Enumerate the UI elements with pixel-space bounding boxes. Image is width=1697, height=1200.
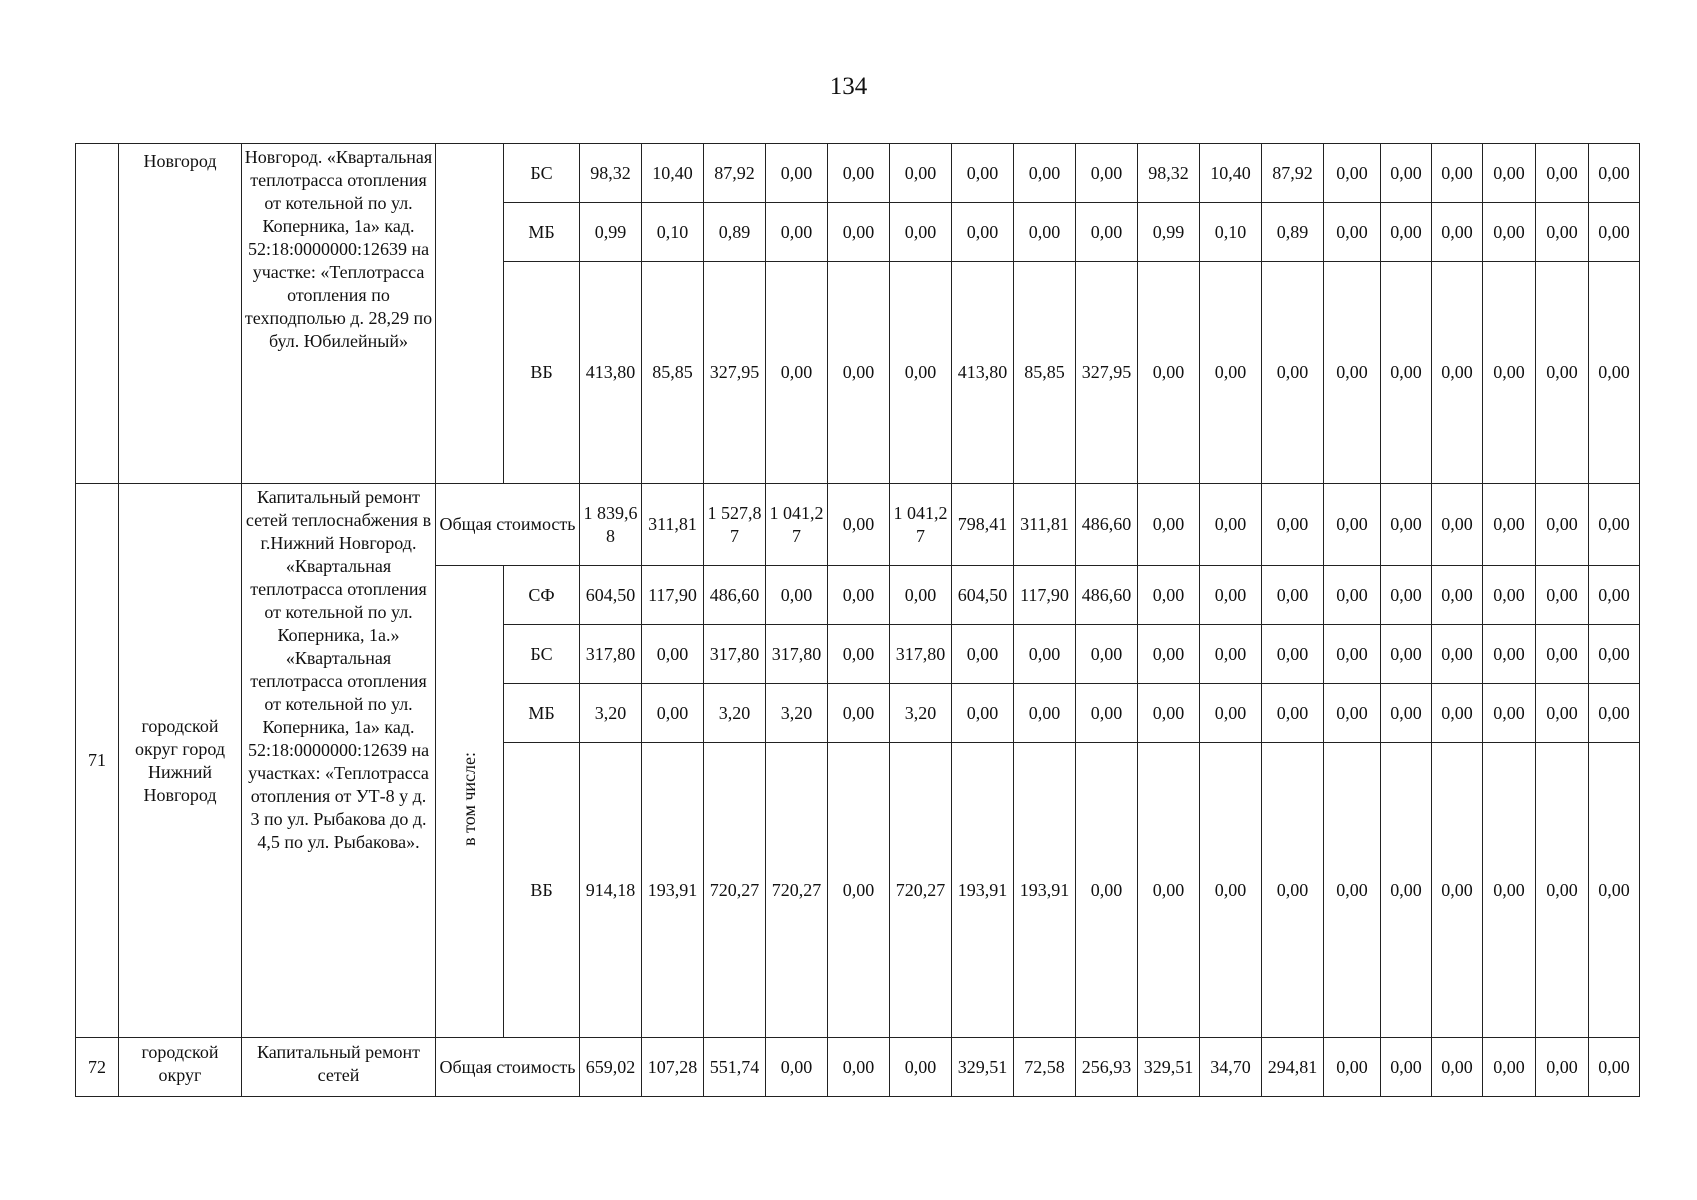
value-cell: 0,00 (1138, 566, 1200, 625)
value-cell: 0,00 (1381, 144, 1432, 203)
page-number: 134 (829, 73, 868, 100)
value-cell: 0,00 (1483, 625, 1536, 684)
value-cell: 0,00 (828, 625, 890, 684)
value-cell: 0,00 (766, 203, 828, 262)
value-cell: 0,00 (1432, 144, 1483, 203)
project-description-cell: Новгород. «Квартальная теплотрасса отопления от котельной по ул. Коперника, 1а» кад. 52:18:0000000:12639 на участке: «Теплотрасса отопления по техподполью д. 28,29 по бул. Юбилейный» (242, 144, 436, 484)
funding-source-label: ВБ (504, 262, 580, 484)
value-cell: 0,00 (1324, 625, 1381, 684)
value-cell: 0,00 (1014, 203, 1076, 262)
value-cell: 0,00 (1483, 743, 1536, 1038)
value-cell: 0,00 (1589, 684, 1640, 743)
value-cell: 0,00 (828, 684, 890, 743)
value-cell: 0,00 (766, 144, 828, 203)
value-cell: 0,00 (1138, 484, 1200, 566)
project-description-cell: Капитальный ремонт сетей (242, 1038, 436, 1097)
value-cell: 0,00 (1381, 262, 1432, 484)
value-cell: 720,27 (890, 743, 952, 1038)
value-cell: 10,40 (1200, 144, 1262, 203)
value-cell: 0,00 (766, 1038, 828, 1097)
value-cell: 0,00 (1200, 625, 1262, 684)
value-cell: 0,00 (1324, 743, 1381, 1038)
value-cell: 0,00 (1262, 566, 1324, 625)
value-cell: 0,00 (1483, 684, 1536, 743)
value-cell: 0,00 (766, 566, 828, 625)
value-cell: 0,00 (1014, 684, 1076, 743)
value-cell: 0,00 (1432, 262, 1483, 484)
funding-source-label: МБ (504, 684, 580, 743)
project-description-cell: Капитальный ремонт сетей теплоснабжения в г.Нижний Новгород. «Квартальная теплотрасса отопления от котельной по ул. Коперника, 1а.» «Квартальная теплотрасса отопления от котельной по ул. Коперника, 1а» кад. 52:18:0000000:12639 на участках: «Теплотрасса отопления от УТ-8 у д. 3 по ул. Рыбакова до д. 4,5 по ул. Рыбакова». (242, 484, 436, 1038)
value-cell: 0,00 (828, 1038, 890, 1097)
value-cell: 327,95 (1076, 262, 1138, 484)
value-cell: 720,27 (704, 743, 766, 1038)
value-cell: 0,00 (828, 566, 890, 625)
including-label: в том числе: (459, 751, 479, 846)
value-cell: 317,80 (704, 625, 766, 684)
value-cell: 327,95 (704, 262, 766, 484)
value-cell: 0,00 (890, 1038, 952, 1097)
value-cell: 0,00 (1432, 566, 1483, 625)
value-cell: 0,00 (1589, 566, 1640, 625)
value-cell: 0,00 (1536, 625, 1589, 684)
value-cell: 1 041,27 (890, 484, 952, 566)
funding-source-label: СФ (504, 566, 580, 625)
value-cell: 0,99 (580, 203, 642, 262)
value-cell: 0,00 (1014, 144, 1076, 203)
value-cell: 0,00 (1200, 566, 1262, 625)
value-cell: 0,00 (1536, 262, 1589, 484)
value-cell: 0,00 (1076, 144, 1138, 203)
value-cell: 0,00 (1014, 625, 1076, 684)
value-cell: 0,00 (1138, 684, 1200, 743)
value-cell: 0,00 (828, 484, 890, 566)
value-cell: 0,00 (1483, 484, 1536, 566)
value-cell: 0,00 (890, 262, 952, 484)
value-cell: 0,00 (1483, 1038, 1536, 1097)
value-cell: 0,89 (1262, 203, 1324, 262)
value-cell: 720,27 (766, 743, 828, 1038)
value-cell: 551,74 (704, 1038, 766, 1097)
value-cell: 107,28 (642, 1038, 704, 1097)
value-cell: 87,92 (704, 144, 766, 203)
value-cell: 0,00 (1138, 262, 1200, 484)
municipality-cell: городской округ город Нижний Новгород (119, 484, 242, 1038)
value-cell: 193,91 (642, 743, 704, 1038)
value-cell: 0,00 (952, 203, 1014, 262)
value-cell: 0,89 (704, 203, 766, 262)
value-cell: 0,00 (1262, 262, 1324, 484)
value-cell: 0,10 (1200, 203, 1262, 262)
value-cell: 0,00 (1200, 743, 1262, 1038)
value-cell: 0,00 (1076, 203, 1138, 262)
total-cost-label: Общая стоимость (436, 484, 580, 566)
table-row (76, 144, 1640, 203)
table-body (76, 144, 1640, 1097)
value-cell: 0,00 (1536, 1038, 1589, 1097)
value-cell: 294,81 (1262, 1038, 1324, 1097)
value-cell: 3,20 (704, 684, 766, 743)
value-cell: 0,00 (828, 203, 890, 262)
value-cell: 0,00 (1432, 684, 1483, 743)
value-cell: 0,00 (1076, 684, 1138, 743)
value-cell: 413,80 (580, 262, 642, 484)
row-number-cell: 72 (76, 1038, 119, 1097)
value-cell: 256,93 (1076, 1038, 1138, 1097)
value-cell: 0,00 (828, 144, 890, 203)
value-cell: 0,00 (1589, 144, 1640, 203)
table-row (76, 1038, 1640, 1097)
value-cell: 0,99 (1138, 203, 1200, 262)
value-cell: 0,00 (1536, 743, 1589, 1038)
value-cell: 0,00 (1324, 262, 1381, 484)
value-cell: 3,20 (766, 684, 828, 743)
value-cell: 34,70 (1200, 1038, 1262, 1097)
value-cell: 311,81 (1014, 484, 1076, 566)
value-cell: 0,00 (1262, 684, 1324, 743)
value-cell: 0,00 (1536, 203, 1589, 262)
value-cell: 0,00 (1589, 625, 1640, 684)
funding-source-label: БС (504, 625, 580, 684)
value-cell: 486,60 (1076, 566, 1138, 625)
funding-source-label: ВБ (504, 743, 580, 1038)
value-cell: 0,00 (1076, 625, 1138, 684)
total-cost-label: Общая стоимость (436, 1038, 580, 1097)
value-cell: 0,00 (1589, 1038, 1640, 1097)
value-cell: 486,60 (1076, 484, 1138, 566)
value-cell: 0,00 (1432, 743, 1483, 1038)
value-cell: 85,85 (642, 262, 704, 484)
value-cell: 0,00 (1262, 625, 1324, 684)
value-cell: 0,00 (1381, 1038, 1432, 1097)
value-cell: 0,00 (1536, 484, 1589, 566)
value-cell: 0,00 (1483, 262, 1536, 484)
value-cell: 117,90 (642, 566, 704, 625)
value-cell: 317,80 (890, 625, 952, 684)
value-cell: 0,00 (1262, 743, 1324, 1038)
value-cell: 0,00 (1200, 484, 1262, 566)
value-cell: 0,00 (890, 144, 952, 203)
value-cell: 0,00 (1324, 144, 1381, 203)
value-cell: 604,50 (580, 566, 642, 625)
value-cell: 0,00 (952, 684, 1014, 743)
value-cell: 98,32 (1138, 144, 1200, 203)
value-cell: 0,00 (1536, 144, 1589, 203)
value-cell: 87,92 (1262, 144, 1324, 203)
value-cell: 0,00 (952, 625, 1014, 684)
value-cell: 72,58 (1014, 1038, 1076, 1097)
municipality-cell: городской округ (119, 1038, 242, 1097)
value-cell: 311,81 (642, 484, 704, 566)
value-cell: 10,40 (642, 144, 704, 203)
value-cell: 85,85 (1014, 262, 1076, 484)
value-cell: 0,00 (1324, 684, 1381, 743)
value-cell: 0,00 (1324, 566, 1381, 625)
value-cell: 0,00 (1381, 625, 1432, 684)
value-cell: 0,00 (1536, 566, 1589, 625)
value-cell: 0,00 (890, 566, 952, 625)
value-cell: 0,00 (1381, 484, 1432, 566)
value-cell: 0,00 (1483, 144, 1536, 203)
value-cell: 3,20 (580, 684, 642, 743)
value-cell: 0,00 (1483, 203, 1536, 262)
value-cell: 0,00 (1381, 684, 1432, 743)
value-cell: 0,00 (890, 203, 952, 262)
value-cell: 0,00 (1381, 566, 1432, 625)
value-cell: 0,00 (1324, 1038, 1381, 1097)
value-cell: 0,10 (642, 203, 704, 262)
value-cell: 0,00 (1589, 484, 1640, 566)
funding-source-label: БС (504, 144, 580, 203)
value-cell: 0,00 (1432, 484, 1483, 566)
value-cell: 0,00 (1381, 203, 1432, 262)
value-cell: 0,00 (1324, 484, 1381, 566)
value-cell: 193,91 (1014, 743, 1076, 1038)
value-cell: 0,00 (1381, 743, 1432, 1038)
value-cell: 0,00 (1589, 203, 1640, 262)
value-cell: 0,00 (642, 684, 704, 743)
value-cell: 1 041,27 (766, 484, 828, 566)
value-cell: 329,51 (1138, 1038, 1200, 1097)
value-cell: 0,00 (828, 262, 890, 484)
value-cell: 0,00 (828, 743, 890, 1038)
value-cell: 0,00 (1483, 566, 1536, 625)
value-cell: 117,90 (1014, 566, 1076, 625)
value-cell: 3,20 (890, 684, 952, 743)
value-cell: 0,00 (1432, 1038, 1483, 1097)
value-cell: 1 527,87 (704, 484, 766, 566)
including-cell (436, 144, 504, 484)
value-cell: 0,00 (1589, 743, 1640, 1038)
value-cell: 0,00 (1432, 625, 1483, 684)
budget-table (75, 143, 1640, 1097)
value-cell: 329,51 (952, 1038, 1014, 1097)
value-cell: 0,00 (1324, 203, 1381, 262)
value-cell: 317,80 (580, 625, 642, 684)
value-cell: 0,00 (642, 625, 704, 684)
value-cell: 0,00 (952, 144, 1014, 203)
value-cell: 914,18 (580, 743, 642, 1038)
table-row (76, 484, 1640, 566)
municipality-cell: Новгород (119, 144, 242, 484)
value-cell: 0,00 (766, 262, 828, 484)
value-cell: 0,00 (1200, 684, 1262, 743)
row-number-cell: 71 (76, 484, 119, 1038)
value-cell: 193,91 (952, 743, 1014, 1038)
value-cell: 0,00 (1138, 625, 1200, 684)
value-cell: 659,02 (580, 1038, 642, 1097)
value-cell: 0,00 (1138, 743, 1200, 1038)
value-cell: 0,00 (1076, 743, 1138, 1038)
value-cell: 486,60 (704, 566, 766, 625)
value-cell: 317,80 (766, 625, 828, 684)
value-cell: 0,00 (1536, 684, 1589, 743)
value-cell: 604,50 (952, 566, 1014, 625)
funding-source-label: МБ (504, 203, 580, 262)
including-cell (436, 566, 504, 1038)
value-cell: 1 839,68 (580, 484, 642, 566)
value-cell: 798,41 (952, 484, 1014, 566)
value-cell: 413,80 (952, 262, 1014, 484)
value-cell: 0,00 (1262, 484, 1324, 566)
value-cell: 0,00 (1200, 262, 1262, 484)
value-cell: 98,32 (580, 144, 642, 203)
row-number-cell (76, 144, 119, 484)
value-cell: 0,00 (1432, 203, 1483, 262)
value-cell: 0,00 (1589, 262, 1640, 484)
